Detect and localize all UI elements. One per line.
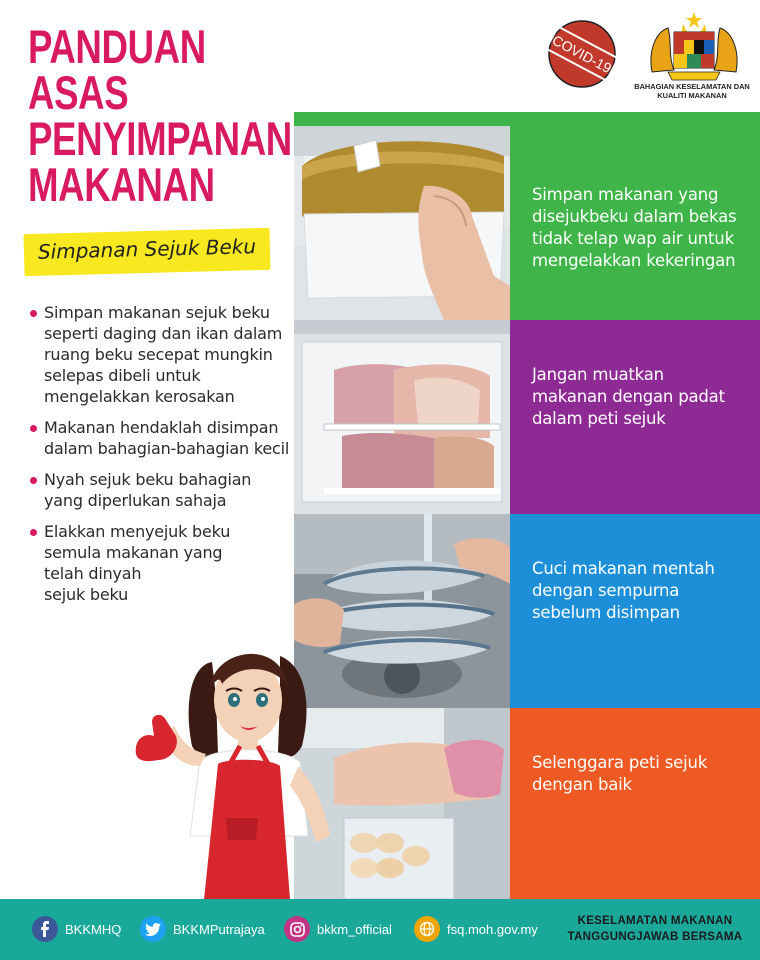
website-url: fsq.moh.gov.my: [447, 921, 538, 937]
tip-panel-purple: [510, 320, 760, 514]
tip-text-4: Selenggara peti sejuk dengan baik: [532, 753, 708, 794]
subtitle-text: Simpanan Sejuk Beku: [37, 234, 257, 264]
tip-panel-green: [510, 126, 760, 320]
title-line-4: MAKANAN: [28, 158, 215, 211]
covid-stamp-label: COVID-19: [549, 31, 615, 77]
instagram-icon: [284, 916, 310, 942]
tip-panel-blue: [510, 514, 760, 708]
subtitle-tag: [23, 228, 270, 276]
covid-stamp-icon: [538, 14, 626, 94]
tip-text-2: Jangan muatkan makanan dengan padat dalam peti sejuk: [532, 365, 725, 428]
facebook-link[interactable]: [32, 916, 121, 942]
top-accent-strip: [294, 112, 760, 126]
twitter-icon: [140, 916, 166, 942]
facebook-handle: BKKMHQ: [65, 921, 122, 937]
poster-title: [28, 20, 292, 211]
footer-slogan: KESELAMATAN MAKANAN TANGGUNGJAWAB BERSAMA: [567, 915, 743, 943]
tips-bullet-list: [30, 302, 290, 615]
tip-panel-orange: [510, 708, 760, 899]
woman-chef-illustration: [130, 636, 330, 900]
title-line-1: PANDUAN: [28, 20, 206, 73]
photo-packed-freezer: [294, 320, 510, 514]
tip-text-3: Cuci makanan mentah dengan sempurna sebelum disimpan: [532, 559, 715, 622]
footer-bar: [0, 899, 760, 960]
website-link[interactable]: [414, 916, 538, 942]
tip-text-1: Simpan makanan yang disejukbeku dalam bekas tidak telap wap air untuk mengelakkan kekeringan: [532, 185, 737, 270]
web-icon: [414, 916, 440, 942]
agency-name: BAHAGIAN KESELAMATAN DAN KUALITI MAKANAN: [634, 82, 750, 100]
bullet-item: Nyah sejuk beku bahagian yang diperlukan sahaja: [30, 469, 290, 511]
bullet-item: Elakkan menyejuk beku semula makanan yang telah dinyah sejuk beku: [30, 521, 290, 605]
bullet-item: Simpan makanan sejuk beku seperti daging dan ikan dalam ruang beku secepat mungkin selepas dibeli untuk mengelakkan kerosakan: [30, 302, 290, 407]
bullet-item: Makanan hendaklah disimpan dalam bahagian-bahagian kecil: [30, 417, 290, 459]
malaysia-coat-of-arms-icon: [646, 10, 742, 82]
title-line-2: ASAS: [28, 66, 129, 119]
twitter-handle: BKKMPutrajaya: [173, 921, 265, 937]
facebook-icon: [32, 916, 58, 942]
photo-container-in-freezer: [294, 126, 510, 320]
instagram-handle: bkkm_official: [317, 921, 392, 937]
twitter-link[interactable]: [140, 916, 265, 942]
title-line-3: PENYIMPANAN: [28, 112, 292, 165]
instagram-link[interactable]: [284, 916, 392, 942]
